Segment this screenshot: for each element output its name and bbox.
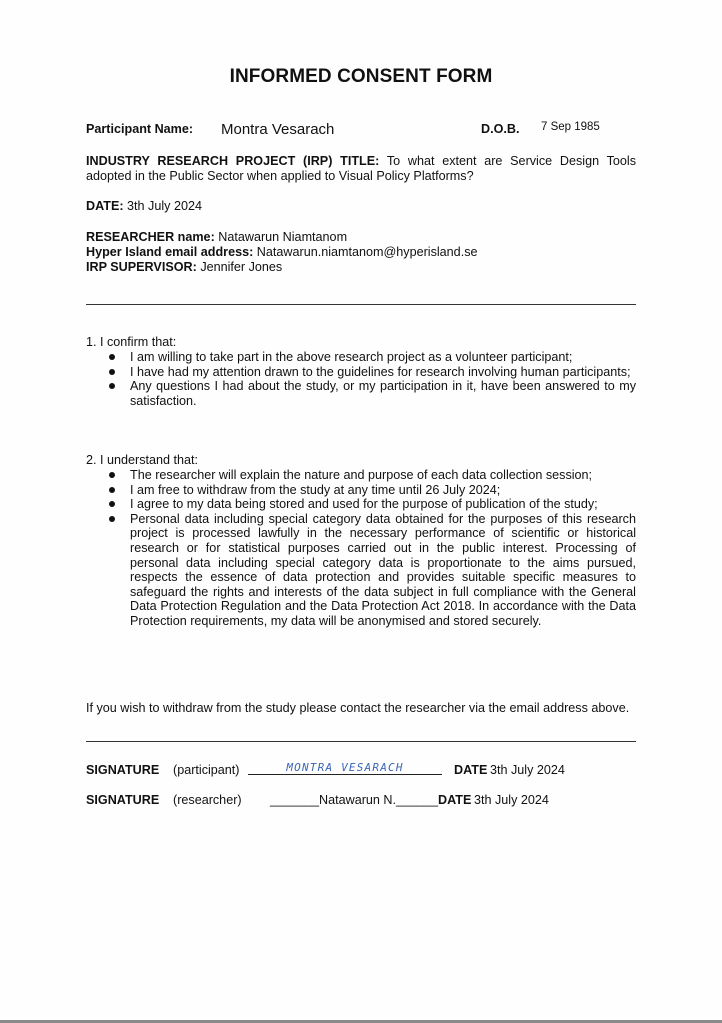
confirm-item: I am willing to take part in the above research project as a volunteer participant; — [86, 350, 636, 365]
supervisor-value: Jennifer Jones — [200, 260, 283, 274]
understand-list — [86, 468, 636, 629]
researcher-block — [86, 230, 636, 275]
understand-item: I am free to withdraw from the study at any time until 26 July 2024; — [86, 483, 636, 498]
divider-bottom — [86, 741, 636, 742]
participant-date-label: DATE — [454, 763, 488, 777]
section-confirm-heading: 1. I confirm that: — [86, 335, 177, 349]
divider-top — [86, 304, 636, 305]
section-understand — [86, 453, 636, 629]
participant-role: (participant) — [173, 763, 240, 777]
researcher-email-line — [86, 245, 636, 260]
researcher-signature-label: SIGNATURE — [86, 793, 160, 807]
participant-name-label: Participant Name: — [86, 122, 194, 136]
participant-name-value: Montra Vesarach — [221, 121, 335, 138]
date-value: 3th July 2024 — [127, 199, 202, 213]
participant-signature-row — [86, 763, 565, 778]
supervisor-line — [86, 260, 636, 275]
researcher-role: (researcher) — [173, 793, 242, 807]
researcher-signature-field[interactable]: _______Natawarun N.______ — [270, 793, 439, 807]
researcher-name-label: RESEARCHER name: — [86, 230, 215, 244]
understand-item: I agree to my data being stored and used for the purpose of publication of the study; — [86, 497, 636, 512]
researcher-name-value: Natawarun Niamtanom — [218, 230, 348, 244]
confirm-item: Any questions I had about the study, or my participation in it, have been answered to my satisfaction. — [86, 379, 636, 408]
researcher-email-label: Hyper Island email address: — [86, 245, 254, 259]
bullet-icon — [109, 501, 115, 507]
bullet-icon — [109, 487, 115, 493]
bullet-icon — [109, 369, 115, 375]
participant-signature-field[interactable] — [248, 760, 442, 775]
supervisor-label: IRP SUPERVISOR: — [86, 260, 197, 274]
date-label: DATE: — [86, 199, 124, 213]
dob-value: 7 Sep 1985 — [541, 121, 600, 133]
researcher-date-value: 3th July 2024 — [474, 793, 549, 807]
researcher-date-label: DATE — [438, 793, 472, 807]
document-title: INFORMED CONSENT FORM — [229, 66, 493, 87]
section-understand-heading: 2. I understand that: — [86, 453, 199, 467]
withdraw-note: If you wish to withdraw from the study please contact the researcher via the email address above. — [86, 701, 630, 715]
dob-label: D.O.B. — [481, 122, 520, 136]
participant-handwritten-signature: MONTRA VESARACH — [286, 761, 404, 774]
project-title-block — [86, 154, 636, 184]
bullet-icon — [109, 516, 115, 522]
researcher-name-line — [86, 230, 636, 245]
participant-date-value: 3th July 2024 — [490, 763, 565, 777]
researcher-email-value: Natawarun.niamtanom@hyperisland.se — [256, 245, 478, 259]
section-confirm — [86, 335, 636, 408]
bullet-icon — [109, 472, 115, 478]
project-title-label: INDUSTRY RESEARCH PROJECT (IRP) TITLE: — [86, 154, 380, 168]
bullet-icon — [109, 354, 115, 360]
project-title-value: To what extent are Service Design Tools adopted in the Public Sector when applied to Visual Policy Platforms? — [86, 154, 636, 183]
understand-item: Personal data including special category data obtained for the purposes of this research project is processed lawfully in the necessary performance of scientific or historical research or for statistical purposes carried out in the public interest. Processing of personal data including special category data is proportionate to the aims pursued, respects the essence of data protection and provides suitable specific measures to safeguard the rights and interests of the data subject in full compliance with the General Data Protection Regulation and the Data Protection Act 2018. In accordance with the Data Protection requirements, my data will be anonymised and stored securely. — [86, 512, 636, 629]
researcher-signature-row — [86, 793, 549, 807]
bullet-icon — [109, 383, 115, 389]
understand-item: The researcher will explain the nature and purpose of each data collection session; — [86, 468, 636, 483]
confirm-list — [86, 350, 636, 408]
participant-signature-label: SIGNATURE — [86, 763, 160, 777]
confirm-item: I have had my attention drawn to the guidelines for research involving human participants; — [86, 365, 636, 380]
date-block — [86, 199, 636, 214]
